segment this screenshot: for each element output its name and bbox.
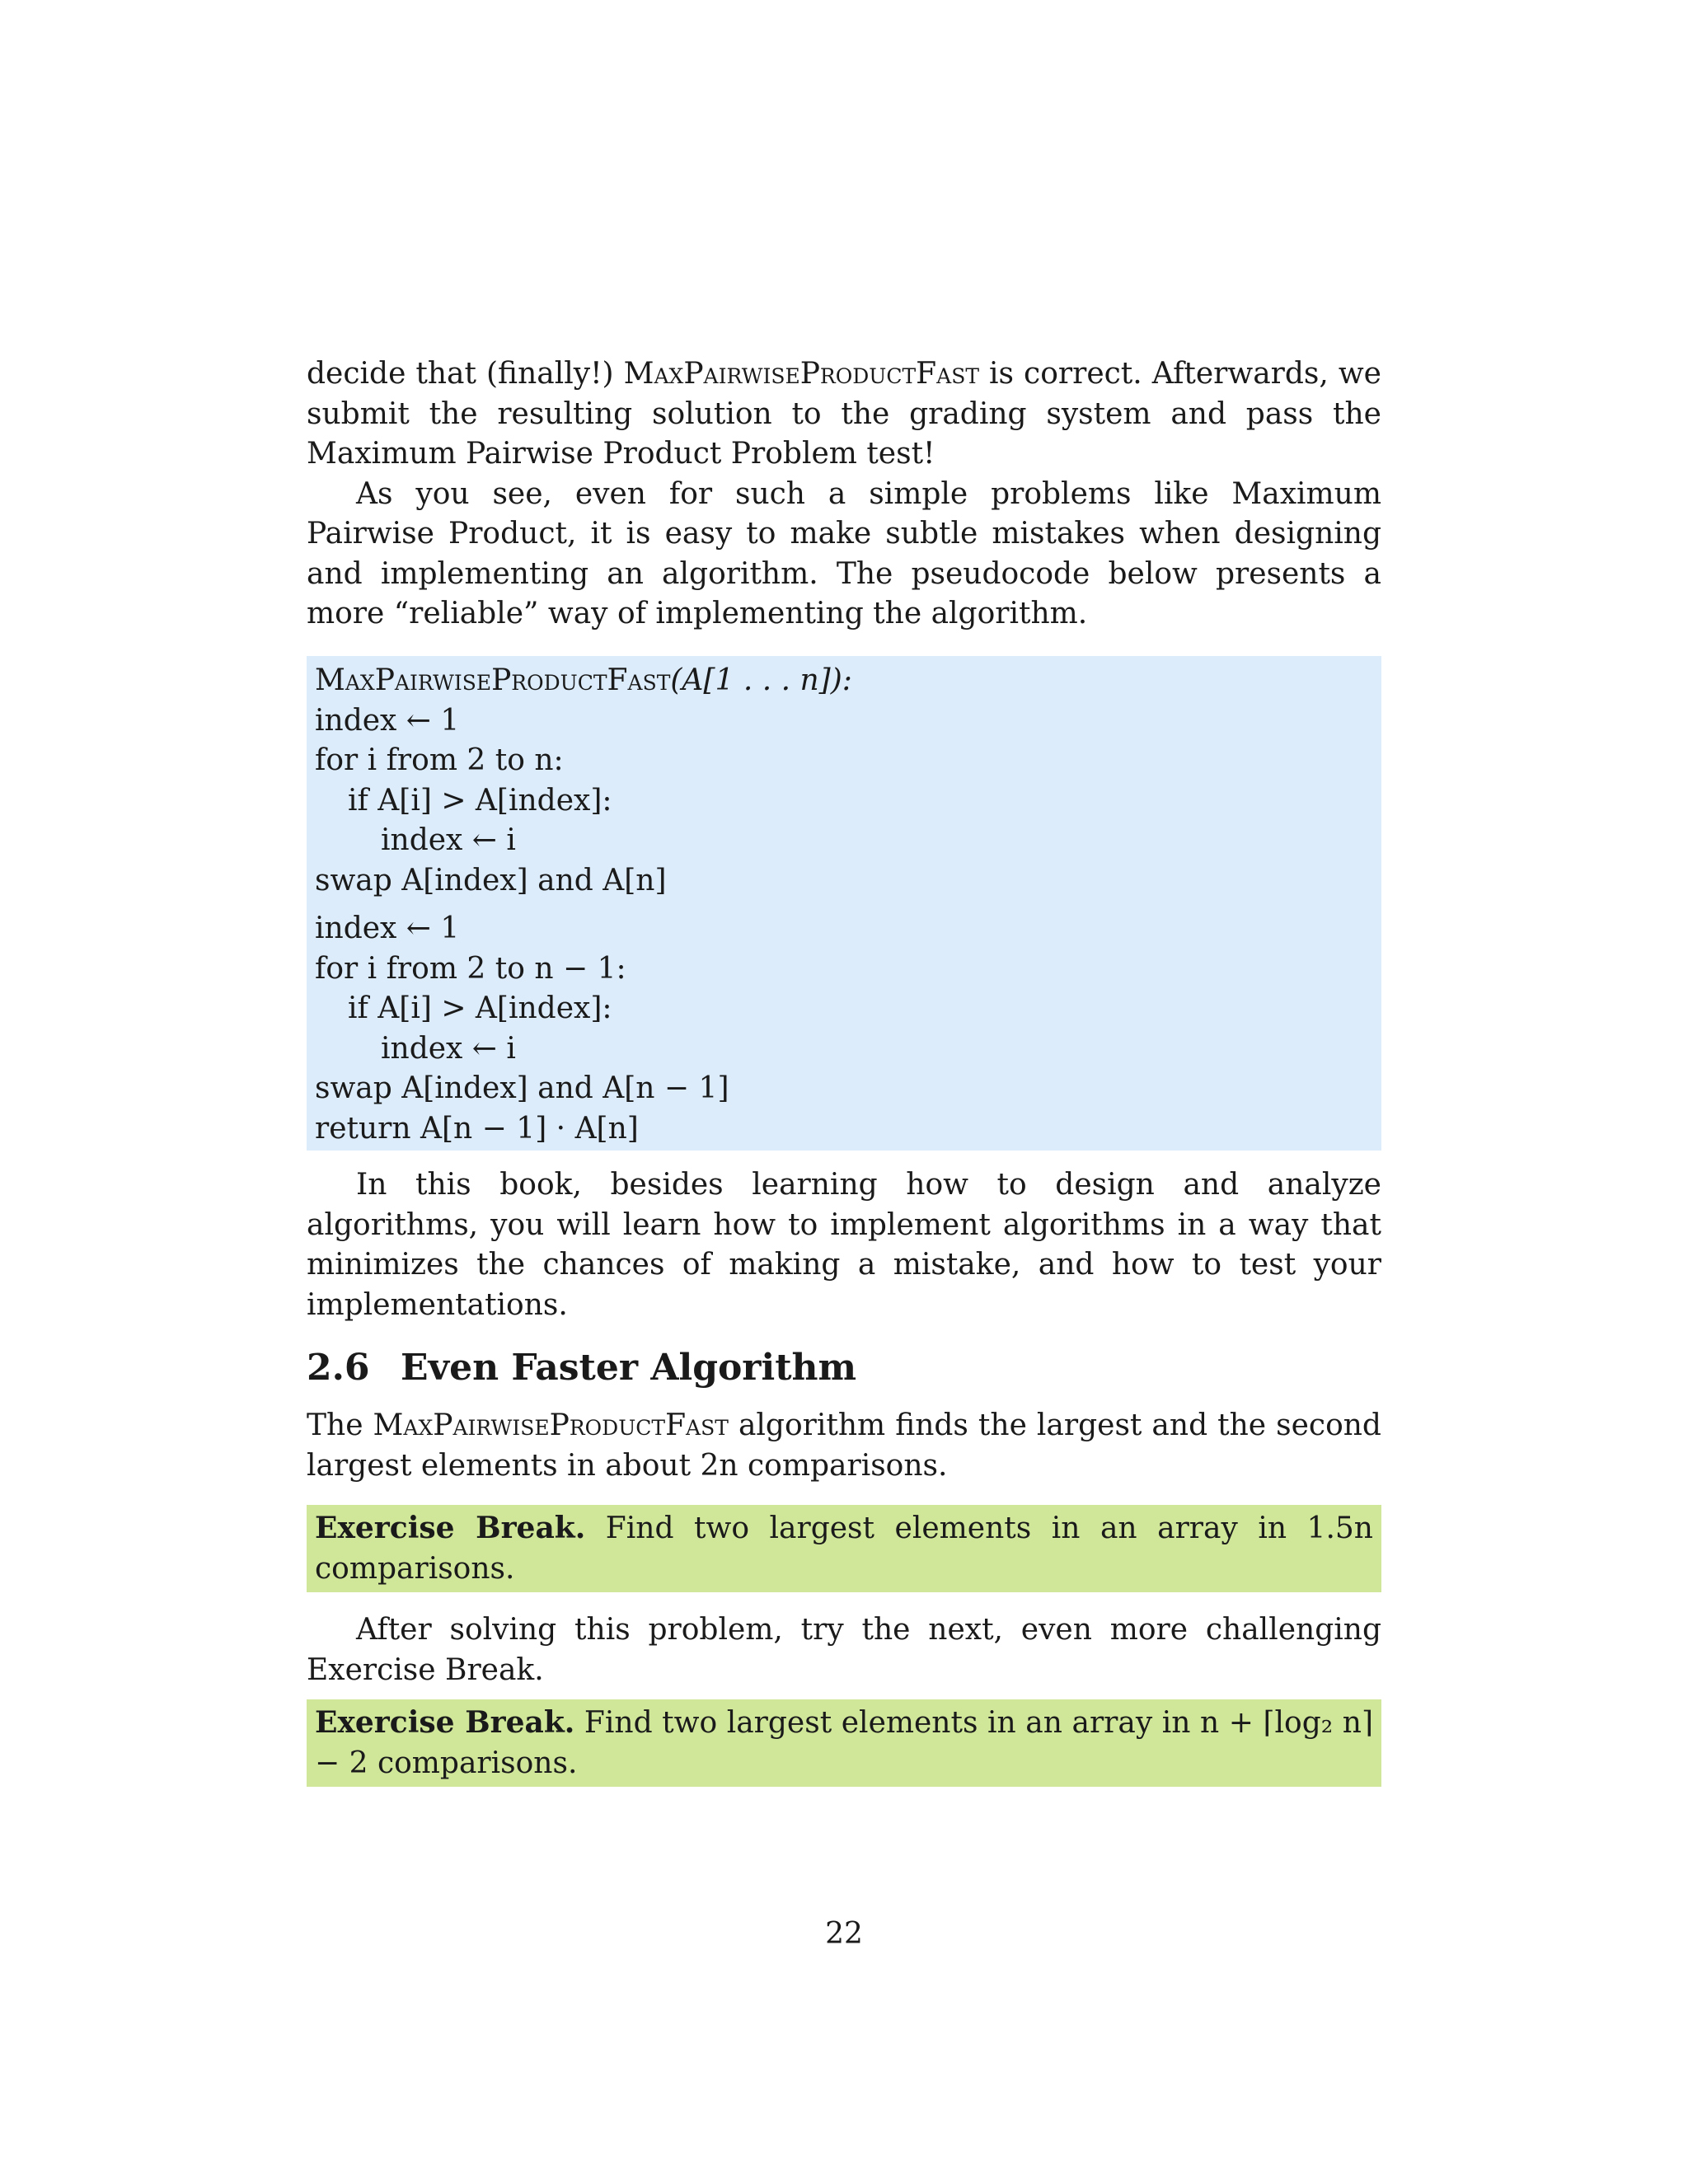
algorithm-name-2: MaxPairwiseProductFast	[373, 1408, 729, 1442]
pseudocode-line: for i from 2 to n − 1:	[315, 951, 626, 986]
pseudocode-line: for i from 2 to n:	[315, 743, 564, 777]
pseudocode-line: swap A[index] and A[n − 1]	[315, 1071, 729, 1105]
pseudocode-line: if A[i] > A[index]:	[348, 783, 612, 818]
algorithm-name: MaxPairwiseProductFast	[623, 357, 980, 391]
exercise-text: Find two largest elements in an array in 1.5n comparisons.	[315, 1511, 1373, 1586]
pseudocode-line: index ← 1	[315, 703, 460, 738]
pseudocode-block	[307, 656, 1381, 1151]
section-intro	[307, 1406, 1381, 1486]
paragraph-2: As you see, even for such a simple problems like Maximum Pairwise Product, it is easy to make subtle mistakes when designing and implementing an algorithm. The pseudocode below presents a more “reliable” way of implementing the algorithm.	[307, 476, 1381, 630]
section-title: Even Faster Algorithm	[401, 1347, 857, 1389]
pseudocode-line: swap A[index] and A[n]	[315, 863, 667, 898]
pseudocode-line: index ← 1	[315, 912, 460, 945]
closing-section	[307, 1165, 1381, 1325]
intro-section	[307, 354, 1381, 635]
paragraph-5: After solving this problem, try the next, even more challenging Exercise Break.	[307, 1613, 1381, 1687]
pseudocode-part-2	[315, 909, 1373, 1149]
section-heading	[307, 1343, 856, 1393]
paragraph-4: The MaxPairwiseProductFast algorithm finds the largest and the second largest elements in about 2n comparisons.	[307, 1408, 1381, 1483]
exercise-label: Exercise Break.	[315, 1705, 575, 1740]
between-exercises	[307, 1610, 1381, 1690]
pseudocode-header: MaxPairwiseProductFast(A[1 . . . n]):	[315, 663, 852, 697]
exercise-break-2	[307, 1699, 1381, 1787]
exercise-break-1	[307, 1505, 1381, 1592]
paragraph-1: decide that (finally!) MaxPairwiseProductFast is correct. Afterwards, we submit the resulting solution to the grading system and pass the Maximum Pairwise Product Problem test!	[307, 357, 1381, 471]
pseudocode-line: index ← i	[381, 1031, 516, 1066]
pseudocode-line: if A[i] > A[index]:	[348, 991, 612, 1025]
pseudocode-line: return A[n − 1] · A[n]	[315, 1111, 639, 1146]
exercise-label: Exercise Break.	[315, 1511, 586, 1545]
paragraph-3: In this book, besides learning how to design and analyze algorithms, you will learn how to implement algorithms in a way that minimizes the chances of making a mistake, and how to test your implementations.	[307, 1168, 1381, 1322]
page-number: 22	[825, 1917, 863, 1951]
exercise-text: Find two largest elements in an array in n + ⌈log₂ n⌉ − 2 comparisons.	[315, 1706, 1373, 1780]
pseudocode-part-1	[315, 701, 1373, 902]
section-number: 2.6	[307, 1347, 370, 1389]
pseudocode-line: index ← i	[381, 823, 516, 857]
